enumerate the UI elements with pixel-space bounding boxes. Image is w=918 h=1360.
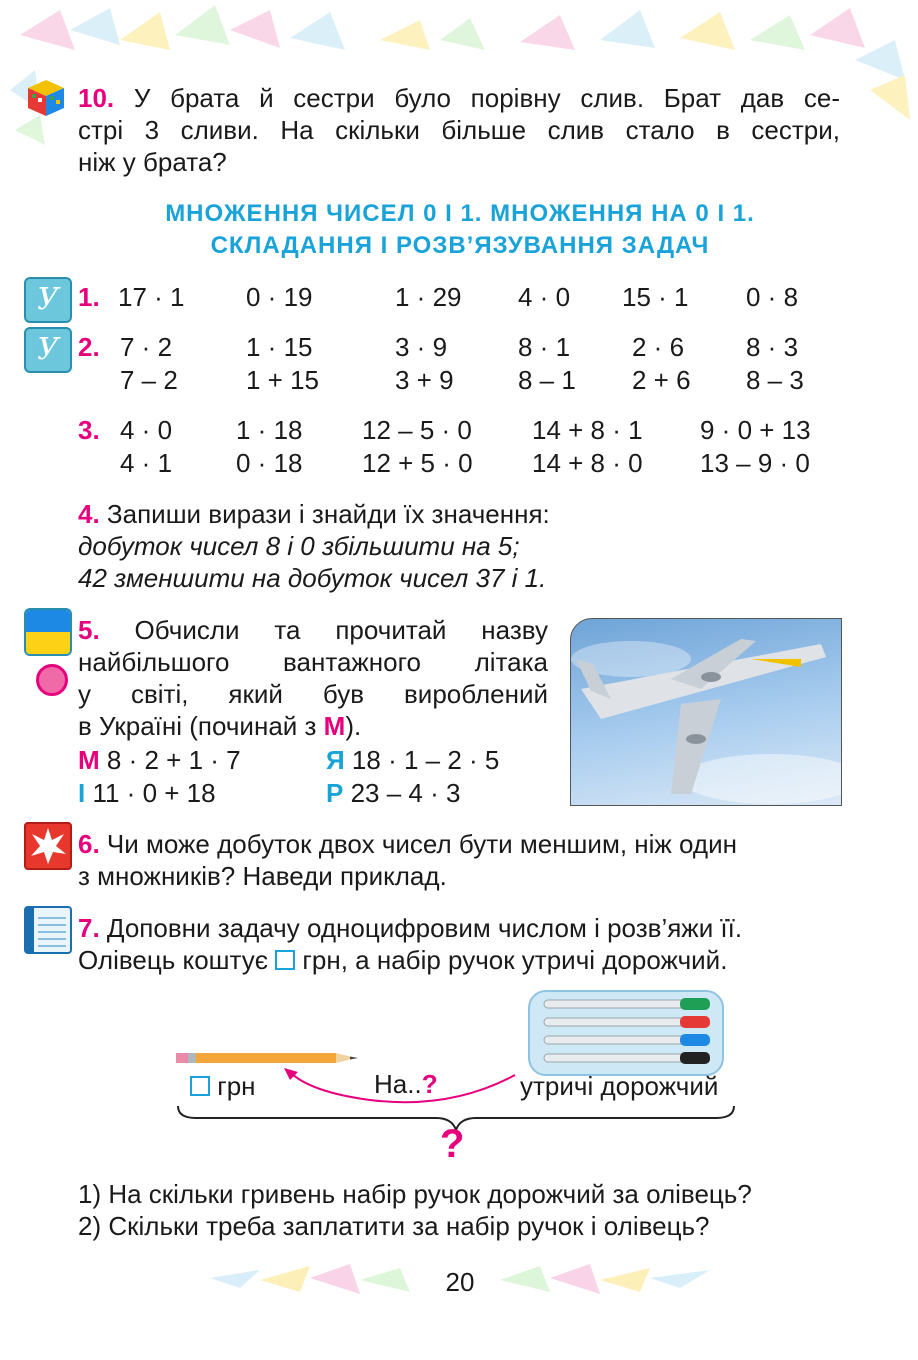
task3-item: 13 – 9 · 0: [700, 448, 810, 478]
page-number: 20: [445, 1267, 475, 1297]
task6-line1: Чи може добуток двох чисел бути меншим, ніж один: [106, 829, 737, 859]
price-label: грн: [217, 1071, 256, 1101]
task5-expr-m: 8 · 2 + 1 · 7: [106, 745, 241, 775]
task4-line2: добуток чисел 8 і 0 збільшити на 5;: [78, 531, 520, 561]
task3-item: 0 · 18: [236, 448, 303, 478]
copybook-u-icon: У: [24, 277, 72, 323]
task5-expr-ya: 18 · 1 – 2 · 5: [351, 745, 500, 775]
task5-start-letter: М: [323, 711, 346, 741]
task1-number: 1.: [78, 282, 100, 312]
task1-item: 0 · 8: [746, 282, 799, 312]
task4-line3: 42 зменшити на добуток чисел 37 і 1.: [78, 563, 547, 593]
task10-line2: стрі 3 сливи. На скільки більше слив стало в сестри,: [78, 115, 840, 145]
task5-number: 5.: [78, 615, 100, 645]
task7-number: 7.: [78, 913, 100, 943]
copybook-u-icon: У: [24, 327, 72, 373]
ukraine-flag-icon: [24, 608, 72, 656]
task2-item: 3 · 9: [395, 332, 448, 362]
task5-letter-r: Р: [326, 778, 344, 808]
task2-item: 8 – 3: [746, 365, 804, 395]
task3-item: 9 · 0 + 13: [700, 415, 811, 445]
task3-item: 1 · 18: [236, 415, 303, 445]
task2-item: 8 · 1: [518, 332, 571, 362]
compare-arrow: [270, 1060, 530, 1110]
task3-item: 4 · 0: [120, 415, 173, 445]
blank-box: [190, 1076, 210, 1096]
task7-line2-end: грн, а набір ручок утричі дорожчий.: [295, 945, 728, 975]
task2-item: 8 – 1: [518, 365, 576, 395]
pens-set-image: [528, 990, 724, 1076]
task3-item: 12 + 5 · 0: [362, 448, 473, 478]
compare-label: На..: [374, 1069, 422, 1099]
task3-item: 14 + 8 · 1: [532, 415, 643, 445]
task3-number: 3.: [78, 415, 100, 445]
task1-item: 0 · 19: [246, 282, 313, 312]
compare-question: ?: [421, 1069, 438, 1099]
task1-item: 4 · 0: [518, 282, 571, 312]
task2-item: 1 + 15: [246, 365, 320, 395]
task5-line4: в Україні (починай з: [78, 711, 324, 741]
task5-line1: Обчисли та прочитай назву: [134, 615, 548, 645]
task2-item: 8 · 3: [746, 332, 799, 362]
task5-line2: найбільшого вантажного літака: [78, 647, 548, 677]
star-burst-icon: [24, 822, 72, 870]
task2-item: 1 · 15: [246, 332, 313, 362]
task1-item: 1 · 29: [395, 282, 462, 312]
task10-line3: ніж у брата?: [78, 147, 227, 177]
task2-item: 7 · 2: [120, 332, 173, 362]
section-heading-line2: СКЛАДАННЯ І РОЗВ’ЯЗУВАННЯ ЗАДАЧ: [210, 232, 710, 259]
task4-number: 4.: [78, 499, 100, 529]
task4-text: Запиши вирази і знайди їх значення:: [106, 499, 550, 529]
task7-line2-start: Олівець коштує: [78, 945, 276, 975]
total-question: ?: [440, 1122, 465, 1166]
task5-letter-m: М: [78, 745, 100, 775]
airplane-photo: [570, 618, 842, 806]
task3-item: 12 – 5 · 0: [362, 415, 472, 445]
task5-expr-i: 11 · 0 + 18: [92, 778, 216, 808]
blank-box: [275, 950, 295, 970]
task6-number: 6.: [78, 829, 100, 859]
task5-letter-i: І: [78, 778, 86, 808]
task2-item: 2 + 6: [632, 365, 691, 395]
task1-item: 15 · 1: [622, 282, 689, 312]
pens-label: утричі дорожчий: [520, 1071, 719, 1101]
task2-number: 2.: [78, 332, 100, 362]
task2-item: 7 – 2: [120, 365, 178, 395]
question-1: 1) На скільки гривень набір ручок дорожчий за олівець?: [78, 1179, 752, 1209]
section-heading-line1: МНОЖЕННЯ ЧИСЕЛ 0 І 1. МНОЖЕННЯ НА 0 І 1.: [165, 200, 755, 227]
pink-circle-icon: [36, 664, 68, 696]
task1-item: 17 · 1: [118, 282, 185, 312]
task5-expr-r: 23 – 4 · 3: [350, 778, 461, 808]
task2-item: 3 + 9: [395, 365, 454, 395]
rubiks-cube-icon: [24, 78, 68, 118]
task10-line1: У брата й сестри було порівну слив. Брат дав се-: [133, 83, 841, 113]
task6-line2: з множників? Наведи приклад.: [78, 861, 447, 891]
notebook-icon: [24, 906, 72, 954]
question-2: 2) Скільки треба заплатити за набір ручок і олівець?: [78, 1211, 710, 1241]
task3-item: 14 + 8 · 0: [532, 448, 643, 478]
task10-number: 10.: [78, 83, 115, 113]
task5-line4-end: ).: [345, 711, 362, 741]
task2-item: 2 · 6: [632, 332, 685, 362]
task7-line1: Доповни задачу одноцифровим числом і розв’яжи її.: [106, 913, 743, 943]
task5-line3: у світі, який був вироблений: [78, 679, 548, 709]
task3-item: 4 · 1: [120, 448, 173, 478]
task5-letter-ya: Я: [326, 745, 345, 775]
